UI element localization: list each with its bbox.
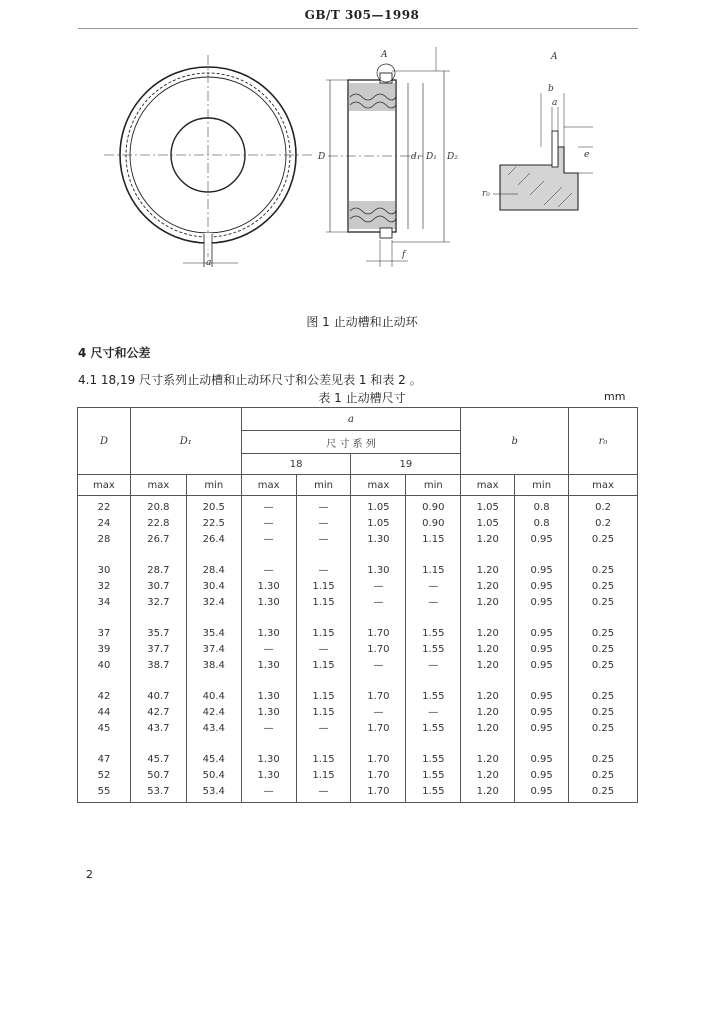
spacer-cell: [515, 610, 569, 625]
spacer-cell: [351, 547, 406, 562]
table-cell: —: [296, 531, 351, 547]
table-cell: 20.8: [130, 496, 186, 516]
table-cell: 1.70: [351, 720, 406, 736]
table-cell: 1.15: [296, 751, 351, 767]
table-row: [78, 751, 638, 767]
table-cell: 1.20: [461, 767, 515, 783]
table-cell: 1.05: [351, 496, 406, 516]
table-cell: 1.05: [461, 515, 515, 531]
table-cell: 0.8: [515, 515, 569, 531]
table-cell: 1.30: [241, 578, 296, 594]
table-cell: 1.20: [461, 704, 515, 720]
table-spacer-row: [78, 673, 638, 688]
table-cell: —: [406, 704, 461, 720]
label-f: f: [402, 250, 406, 260]
table-cell: 22.8: [130, 515, 186, 531]
spacer-cell: [241, 736, 296, 751]
table-cell: 1.30: [241, 688, 296, 704]
spacer-cell: [406, 610, 461, 625]
table-cell: 24: [78, 515, 131, 531]
table-cell: 34: [78, 594, 131, 610]
table-cell: 0.2: [569, 515, 638, 531]
header-b-max: max: [461, 475, 515, 496]
spacer-cell: [406, 736, 461, 751]
table-cell: 32: [78, 578, 131, 594]
label-d1: D₁: [426, 152, 437, 162]
table-cell: 1.30: [241, 594, 296, 610]
front-view: [104, 55, 312, 267]
table-cell: 53.4: [186, 783, 241, 803]
table-cell: 30.7: [130, 578, 186, 594]
table-cell: 1.15: [296, 657, 351, 673]
table-cell: 0.95: [515, 751, 569, 767]
table-cell: 0.25: [569, 720, 638, 736]
label-a: A: [381, 50, 388, 60]
spacer-cell: [569, 610, 638, 625]
table-spacer-row: [78, 547, 638, 562]
section-heading: 4 尺寸和公差: [78, 346, 151, 360]
table-cell: 43.4: [186, 720, 241, 736]
table-row: [78, 783, 638, 803]
table-cell: 35.4: [186, 625, 241, 641]
table-cell: 1.20: [461, 783, 515, 803]
table-cell: 38.4: [186, 657, 241, 673]
table-cell: 0.25: [569, 531, 638, 547]
spacer-cell: [241, 547, 296, 562]
table-cell: 1.05: [461, 496, 515, 516]
table-cell: 0.25: [569, 641, 638, 657]
label-a-detail: A: [551, 52, 558, 62]
spacer-cell: [296, 673, 351, 688]
table-unit: mm: [604, 390, 626, 403]
header-d-max: max: [78, 475, 131, 496]
spacer-cell: [351, 736, 406, 751]
standard-code-header: GB/T 305—1998: [304, 8, 420, 22]
table-cell: —: [241, 562, 296, 578]
spacer-cell: [461, 736, 515, 751]
table-row: [78, 515, 638, 531]
table-cell: 32.4: [186, 594, 241, 610]
table-cell: 0.25: [569, 657, 638, 673]
header-a19-min: min: [406, 475, 461, 496]
spacer-cell: [515, 673, 569, 688]
spacer-cell: [296, 610, 351, 625]
spacer-cell: [461, 673, 515, 688]
table-cell: 40: [78, 657, 131, 673]
table-cell: 0.25: [569, 562, 638, 578]
table-cell: 42.4: [186, 704, 241, 720]
table-cell: —: [296, 496, 351, 516]
spacer-cell: [186, 547, 241, 562]
table-cell: —: [241, 783, 296, 803]
table-cell: 1.55: [406, 767, 461, 783]
spacer-cell: [186, 610, 241, 625]
table-cell: 43.7: [130, 720, 186, 736]
table-cell: 55: [78, 783, 131, 803]
table-cell: 1.20: [461, 751, 515, 767]
header-r0-max: max: [569, 475, 638, 496]
table-cell: —: [241, 641, 296, 657]
spacer-cell: [130, 547, 186, 562]
header-a: a: [241, 408, 461, 431]
header-r0: r₀: [569, 408, 638, 475]
table-cell: 50.7: [130, 767, 186, 783]
table-cell: 44: [78, 704, 131, 720]
table-cell: —: [296, 720, 351, 736]
spacer-cell: [569, 736, 638, 751]
table-cell: —: [296, 515, 351, 531]
spacer-cell: [186, 736, 241, 751]
table-cell: 20.5: [186, 496, 241, 516]
table-row: [78, 562, 638, 578]
table-cell: 1.15: [296, 767, 351, 783]
table-cell: 52: [78, 767, 131, 783]
table-body: [78, 496, 638, 803]
table-cell: 1.55: [406, 688, 461, 704]
spacer-cell: [186, 673, 241, 688]
table-cell: 0.25: [569, 783, 638, 803]
spacer-cell: [569, 547, 638, 562]
table-cell: 1.55: [406, 641, 461, 657]
table-cell: 0.95: [515, 688, 569, 704]
figure-snap-ring-groove: [78, 35, 638, 295]
table-cell: 0.95: [515, 578, 569, 594]
spacer-cell: [78, 547, 131, 562]
table-cell: 1.20: [461, 578, 515, 594]
table-cell: —: [351, 657, 406, 673]
spacer-cell: [569, 673, 638, 688]
table-cell: 1.15: [406, 562, 461, 578]
table-row: [78, 496, 638, 516]
label-d: D: [318, 152, 326, 162]
table-cell: 0.95: [515, 562, 569, 578]
table-cell: 0.95: [515, 594, 569, 610]
table-cell: 0.90: [406, 496, 461, 516]
table-cell: 1.20: [461, 594, 515, 610]
table-cell: 50.4: [186, 767, 241, 783]
header-d1: D₁: [130, 408, 241, 475]
table-cell: 0.2: [569, 496, 638, 516]
table-row: [78, 641, 638, 657]
spacer-cell: [241, 610, 296, 625]
table-cell: 1.55: [406, 720, 461, 736]
table-cell: 39: [78, 641, 131, 657]
spacer-cell: [461, 610, 515, 625]
table-cell: 0.25: [569, 594, 638, 610]
table-cell: 1.20: [461, 688, 515, 704]
table-cell: 22: [78, 496, 131, 516]
table-cell: 1.30: [241, 767, 296, 783]
table-cell: 1.20: [461, 625, 515, 641]
table-cell: 28: [78, 531, 131, 547]
table-cell: 1.05: [351, 515, 406, 531]
table-row: [78, 767, 638, 783]
header-rule: [78, 28, 638, 29]
table-row: [78, 704, 638, 720]
table-cell: 0.95: [515, 704, 569, 720]
label-a-front: a: [206, 258, 212, 268]
header-d: D: [78, 408, 131, 475]
table-spacer-row: [78, 610, 638, 625]
table-cell: —: [351, 578, 406, 594]
spacer-cell: [296, 547, 351, 562]
spacer-cell: [130, 610, 186, 625]
table-cell: 0.95: [515, 783, 569, 803]
spacer-cell: [515, 547, 569, 562]
table-cell: 1.55: [406, 783, 461, 803]
table-cell: 0.25: [569, 704, 638, 720]
table-cell: 1.15: [406, 531, 461, 547]
table-cell: 1.70: [351, 767, 406, 783]
header-d1-max: max: [130, 475, 186, 496]
header-series-19: 19: [351, 454, 461, 475]
table-cell: —: [241, 720, 296, 736]
table-cell: —: [241, 515, 296, 531]
label-r0: r₀: [482, 189, 490, 199]
header-b-min: min: [515, 475, 569, 496]
table-cell: 0.95: [515, 720, 569, 736]
table-cell: 1.30: [241, 625, 296, 641]
groove-dimension-table: [77, 407, 638, 803]
table-cell: 37.7: [130, 641, 186, 657]
page-number: 2: [86, 868, 93, 881]
table-cell: —: [406, 594, 461, 610]
header-d1-min: min: [186, 475, 241, 496]
table-cell: 35.7: [130, 625, 186, 641]
header-size-series: 尺 寸 系 列: [241, 431, 461, 454]
table-row: [78, 720, 638, 736]
table-cell: 40.4: [186, 688, 241, 704]
spacer-cell: [78, 610, 131, 625]
table-cell: 0.25: [569, 688, 638, 704]
table-cell: 1.20: [461, 641, 515, 657]
table-cell: 47: [78, 751, 131, 767]
label-d2: D₂: [447, 152, 458, 162]
table-cell: 42: [78, 688, 131, 704]
detail-a-view: [493, 93, 593, 210]
table-cell: —: [406, 578, 461, 594]
header-series-18: 18: [241, 454, 351, 475]
table-cell: 1.30: [241, 751, 296, 767]
table-cell: 37: [78, 625, 131, 641]
table-cell: 1.70: [351, 751, 406, 767]
table-cell: —: [296, 641, 351, 657]
table-cell: 28.4: [186, 562, 241, 578]
table-cell: 45.7: [130, 751, 186, 767]
table-cell: 0.25: [569, 767, 638, 783]
table-cell: —: [406, 657, 461, 673]
table-cell: 30.4: [186, 578, 241, 594]
table-cell: 42.7: [130, 704, 186, 720]
header-b: b: [461, 408, 569, 475]
label-a-width: a: [552, 98, 558, 108]
table-cell: 0.95: [515, 531, 569, 547]
table-title: 表 1 止动槽尺寸: [318, 391, 406, 405]
table-cell: 1.20: [461, 720, 515, 736]
table-cell: 26.7: [130, 531, 186, 547]
table-cell: 26.4: [186, 531, 241, 547]
table-cell: 0.95: [515, 625, 569, 641]
table-cell: —: [351, 594, 406, 610]
table-cell: 1.70: [351, 688, 406, 704]
table-cell: 1.70: [351, 641, 406, 657]
table-cell: 45: [78, 720, 131, 736]
table-row: [78, 625, 638, 641]
table-cell: 1.55: [406, 751, 461, 767]
spacer-cell: [406, 547, 461, 562]
table-cell: —: [296, 783, 351, 803]
table-cell: 37.4: [186, 641, 241, 657]
table-cell: 1.30: [241, 657, 296, 673]
table-row: [78, 531, 638, 547]
figure-caption: 图 1 止动槽和止动环: [306, 315, 418, 329]
table-cell: 1.30: [351, 562, 406, 578]
table-cell: 1.15: [296, 688, 351, 704]
table-row: [78, 688, 638, 704]
header-a18-min: min: [296, 475, 351, 496]
spacer-cell: [296, 736, 351, 751]
table-row: [78, 657, 638, 673]
table-cell: 30: [78, 562, 131, 578]
table-cell: 0.95: [515, 641, 569, 657]
table-cell: 22.5: [186, 515, 241, 531]
spacer-cell: [351, 610, 406, 625]
table-cell: 53.7: [130, 783, 186, 803]
label-e: e: [584, 150, 590, 160]
table-cell: 1.20: [461, 562, 515, 578]
table-row: [78, 578, 638, 594]
header-a19-max: max: [351, 475, 406, 496]
table-cell: —: [241, 531, 296, 547]
table-cell: 40.7: [130, 688, 186, 704]
spacer-cell: [241, 673, 296, 688]
table-cell: 28.7: [130, 562, 186, 578]
spacer-cell: [351, 673, 406, 688]
table-cell: —: [351, 704, 406, 720]
label-b: b: [548, 84, 554, 94]
spacer-cell: [78, 736, 131, 751]
table-cell: 1.20: [461, 657, 515, 673]
table-cell: 45.4: [186, 751, 241, 767]
table-cell: 0.8: [515, 496, 569, 516]
table-cell: 1.15: [296, 578, 351, 594]
table-cell: 1.30: [241, 704, 296, 720]
table-cell: —: [241, 496, 296, 516]
table-cell: 0.95: [515, 767, 569, 783]
spacer-cell: [406, 673, 461, 688]
table-cell: 1.30: [351, 531, 406, 547]
table-cell: 32.7: [130, 594, 186, 610]
table-cell: 0.95: [515, 657, 569, 673]
table-cell: 1.70: [351, 783, 406, 803]
table-cell: 1.15: [296, 625, 351, 641]
spacer-cell: [130, 736, 186, 751]
table-cell: 1.15: [296, 594, 351, 610]
table-cell: 1.15: [296, 704, 351, 720]
table-cell: 1.55: [406, 625, 461, 641]
header-a18-max: max: [241, 475, 296, 496]
spacer-cell: [78, 673, 131, 688]
spacer-cell: [130, 673, 186, 688]
table-cell: 0.25: [569, 751, 638, 767]
table-row: [78, 594, 638, 610]
table-cell: 0.25: [569, 625, 638, 641]
table-cell: 0.90: [406, 515, 461, 531]
body-paragraph: 4.1 18,19 尺寸系列止动槽和止动环尺寸和公差见表 1 和表 2 。: [78, 373, 422, 387]
spacer-cell: [515, 736, 569, 751]
table-cell: —: [296, 562, 351, 578]
spacer-cell: [461, 547, 515, 562]
label-d1-lower: d₁: [411, 152, 421, 162]
table-cell: 0.25: [569, 578, 638, 594]
table-cell: 1.20: [461, 531, 515, 547]
table-cell: 38.7: [130, 657, 186, 673]
table-spacer-row: [78, 736, 638, 751]
table-cell: 1.70: [351, 625, 406, 641]
